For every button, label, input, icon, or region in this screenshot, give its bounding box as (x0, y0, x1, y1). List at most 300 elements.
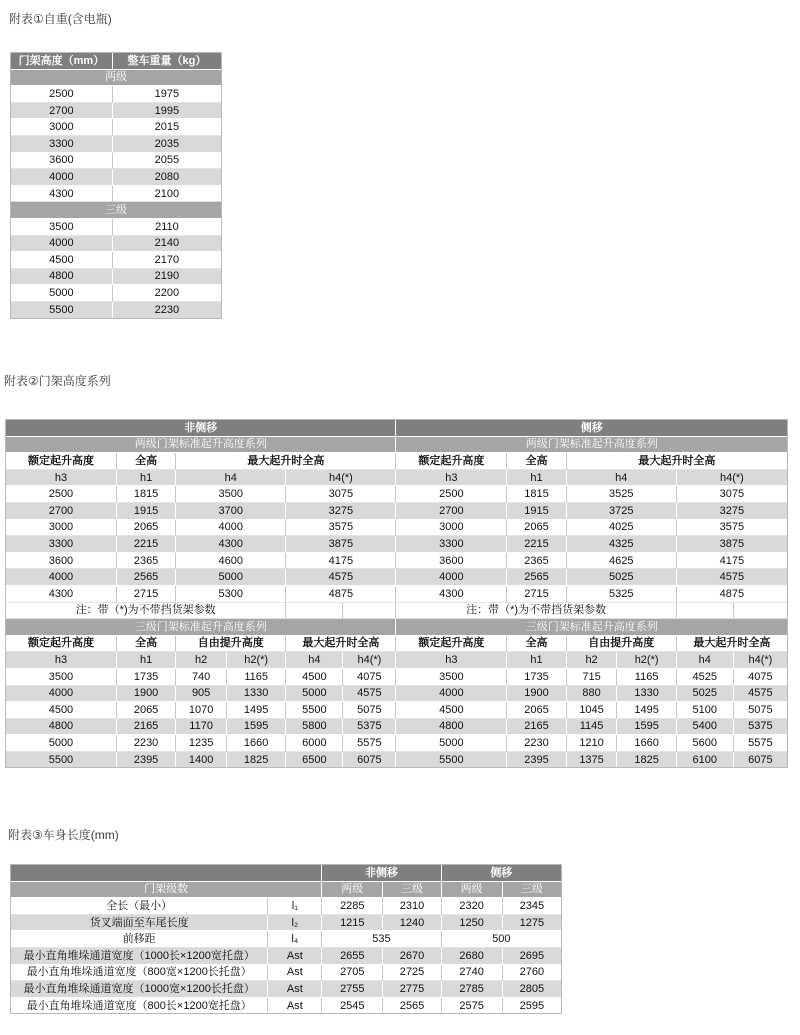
table-cell: 1275 (503, 915, 561, 932)
table-cell: 两级 (322, 882, 383, 899)
table-row (11, 965, 561, 982)
table-row (11, 186, 221, 203)
table-cell: 4175 (677, 553, 787, 570)
table-cell: 1495 (617, 702, 676, 719)
table-cell: 1070 (176, 702, 227, 719)
table-cell: h2(*) (617, 652, 676, 669)
table-cell: 2725 (383, 965, 441, 982)
table-cell: 2215 (117, 536, 176, 553)
table-cell: 侧移 (396, 420, 787, 437)
table-cell: 4500 (11, 252, 113, 269)
table-cell: 2655 (322, 948, 383, 965)
table-cell: 4875 (286, 586, 396, 603)
table-cell: 3300 (6, 536, 117, 553)
table-row (6, 486, 787, 503)
table-cell: 2230 (117, 735, 176, 752)
table-cell: 4575 (734, 686, 787, 703)
table2-container (5, 419, 788, 768)
table-cell: 4800 (11, 269, 113, 286)
table-cell: 4300 (6, 586, 117, 603)
table-cell: 2055 (113, 153, 221, 170)
table-cell: 最小直角堆垛通道宽度（1000长×1200宽托盘） (11, 948, 268, 965)
table2-title: 附表②门架高度系列 (4, 374, 111, 388)
table-cell: 880 (567, 686, 618, 703)
table-cell: 2080 (113, 169, 221, 186)
table-cell: 货叉端面至车尾长度 (11, 915, 268, 932)
table-cell: 1250 (442, 915, 503, 932)
table-cell: 1995 (113, 103, 221, 120)
table-cell: h1 (507, 470, 566, 487)
table-self-weight (10, 52, 222, 319)
table-cell: 2165 (117, 719, 176, 736)
table-cell: 4000 (11, 236, 113, 253)
table-cell: 3075 (677, 486, 787, 503)
table-cell: 3725 (567, 503, 677, 520)
table-cell (11, 865, 322, 882)
table-row (11, 136, 221, 153)
table-cell: h4 (567, 470, 677, 487)
table-cell: 2035 (113, 136, 221, 153)
table-cell: 5375 (734, 719, 787, 736)
table-cell: h2 (176, 652, 227, 669)
table-row (6, 752, 787, 768)
table-row (6, 553, 787, 570)
table-cell: 2165 (507, 719, 566, 736)
table-row (11, 285, 221, 302)
table-self-weight-body (11, 53, 221, 318)
table-cell: 5025 (567, 569, 677, 586)
table-cell: 2565 (117, 569, 176, 586)
table-cell: 2575 (442, 998, 503, 1014)
table-row (6, 719, 787, 736)
table-row (6, 536, 787, 553)
table-cell: 4575 (343, 686, 396, 703)
table-cell: 2320 (442, 898, 503, 915)
table-row (6, 437, 787, 454)
table-row (11, 86, 221, 103)
table-cell: 4000 (11, 169, 113, 186)
table-cell: 3600 (396, 553, 507, 570)
table-cell: h4(*) (734, 652, 787, 669)
table-cell: 1815 (117, 486, 176, 503)
table-cell: 5000 (6, 735, 117, 752)
table-cell: 1215 (322, 915, 383, 932)
table-cell: 最大起升时全高 (176, 453, 396, 470)
table-cell: h3 (396, 652, 507, 669)
table-cell: 1045 (567, 702, 618, 719)
table-cell: 2785 (442, 981, 503, 998)
table-cell: 最大起升时全高 (286, 636, 396, 653)
table-row (6, 586, 787, 603)
table-row (6, 520, 787, 537)
table-cell: 2065 (117, 520, 176, 537)
table-cell: 1915 (507, 503, 566, 520)
table-row (11, 53, 221, 70)
table-row (11, 948, 561, 965)
table-cell: 2670 (383, 948, 441, 965)
table-row (6, 702, 787, 719)
table-cell: 500 (442, 931, 561, 948)
table-cell: 5000 (11, 285, 113, 302)
table-cell: 6100 (677, 752, 734, 768)
table-cell: 1815 (507, 486, 566, 503)
table-cell: 额定起升高度 (396, 636, 507, 653)
table-row (11, 865, 561, 882)
table-cell: 1900 (117, 686, 176, 703)
table-cell: 三级 (11, 202, 221, 219)
table-cell: 两级门架标准起升高度系列 (6, 437, 396, 454)
table-cell: 2100 (113, 186, 221, 203)
table-cell: 5075 (343, 702, 396, 719)
table-row (11, 915, 561, 932)
table-row (6, 669, 787, 686)
table-cell: 5075 (734, 702, 787, 719)
table-cell: 3000 (6, 520, 117, 537)
table-cell: 3500 (176, 486, 286, 503)
table-cell: 3875 (286, 536, 396, 553)
table-cell: 4300 (176, 536, 286, 553)
table-cell: 3600 (6, 553, 117, 570)
table-cell (286, 603, 343, 620)
table-row (6, 470, 787, 487)
table-cell: h2(*) (227, 652, 286, 669)
table-cell: 3300 (396, 536, 507, 553)
table-cell: 3500 (11, 219, 113, 236)
table-cell: 全高 (507, 453, 566, 470)
table-row (6, 652, 787, 669)
table-cell: 2215 (507, 536, 566, 553)
table-cell (677, 603, 734, 620)
table-cell: 2285 (322, 898, 383, 915)
table-cell: 2740 (442, 965, 503, 982)
table-cell: 4800 (6, 719, 117, 736)
table-cell: 5300 (176, 586, 286, 603)
table-cell: 535 (322, 931, 441, 948)
table-cell: 自由提升高度 (567, 636, 677, 653)
table-cell: 三级 (383, 882, 441, 899)
table-cell: 5575 (343, 735, 396, 752)
table-cell: 3075 (286, 486, 396, 503)
table-cell: 1900 (507, 686, 566, 703)
table-cell: 1735 (117, 669, 176, 686)
table-row (11, 119, 221, 136)
table-cell: 最大起升时全高 (677, 636, 787, 653)
table-cell: 注：带（*)为不带挡货架参数 (6, 603, 286, 620)
table-cell: 2230 (113, 302, 221, 318)
table-cell: 2310 (383, 898, 441, 915)
table-cell: Ast (268, 965, 322, 982)
table-cell: 两级门架标准起升高度系列 (396, 437, 787, 454)
table-row (11, 931, 561, 948)
table-cell: h1 (117, 652, 176, 669)
table-cell: 5500 (11, 302, 113, 318)
table-cell: 最大起升时全高 (567, 453, 787, 470)
table-cell: 2700 (396, 503, 507, 520)
table-cell: 两级 (11, 70, 221, 87)
table-cell: 4000 (176, 520, 286, 537)
table-cell: 2110 (113, 219, 221, 236)
table-row (6, 569, 787, 586)
table-cell: 1495 (227, 702, 286, 719)
table-cell: 3600 (11, 153, 113, 170)
table-cell: 2755 (322, 981, 383, 998)
table-cell: h4 (286, 652, 343, 669)
table-cell: 1170 (176, 719, 227, 736)
table-cell: 非侧移 (322, 865, 441, 882)
table-cell: 1915 (117, 503, 176, 520)
table-cell: 6075 (734, 752, 787, 768)
table-cell: 2065 (117, 702, 176, 719)
table-row (11, 981, 561, 998)
table-cell: h4 (176, 470, 286, 487)
table-cell: 最小直角堆垛通道宽度（800宽×1200长托盘） (11, 965, 268, 982)
table-cell: 2695 (503, 948, 561, 965)
table-cell: 2345 (503, 898, 561, 915)
table-cell: 门架级数 (11, 882, 322, 899)
table-cell: 1375 (567, 752, 618, 768)
table-cell: 2565 (383, 998, 441, 1014)
table-cell: 2015 (113, 119, 221, 136)
table-row (11, 236, 221, 253)
table-row (11, 882, 561, 899)
table-cell: l₂ (268, 915, 322, 932)
table-cell: 4300 (396, 586, 507, 603)
table-cell: 740 (176, 669, 227, 686)
table-row (6, 420, 787, 437)
table-cell: 1165 (617, 669, 676, 686)
table-cell: 4575 (677, 569, 787, 586)
table-cell: 5400 (677, 719, 734, 736)
table-cell: 2700 (6, 503, 117, 520)
table-body-length (10, 864, 562, 1014)
table-cell: 4575 (286, 569, 396, 586)
table-cell: 4325 (567, 536, 677, 553)
table-cell: 2065 (507, 520, 566, 537)
table-cell: 注：带（*)为不带挡货架参数 (396, 603, 676, 620)
table-cell (343, 603, 396, 620)
table-row (11, 169, 221, 186)
table-cell: h3 (396, 470, 507, 487)
table-cell: 2705 (322, 965, 383, 982)
table-cell: 1400 (176, 752, 227, 768)
table-cell: 5500 (6, 752, 117, 768)
table-cell: 4300 (11, 186, 113, 203)
table-cell: 2680 (442, 948, 503, 965)
table-cell: 2760 (503, 965, 561, 982)
table-cell: 全高 (117, 636, 176, 653)
table-row (11, 103, 221, 120)
table-cell: 4500 (286, 669, 343, 686)
table-cell: 1330 (617, 686, 676, 703)
table-cell: h4(*) (343, 652, 396, 669)
table-cell: 2715 (117, 586, 176, 603)
table-cell: 6000 (286, 735, 343, 752)
table-cell: h1 (117, 470, 176, 487)
table-cell: 4075 (734, 669, 787, 686)
table-cell: 2715 (507, 586, 566, 603)
table3-title: 附表③车身长度(mm) (8, 828, 119, 842)
table-cell: Ast (268, 948, 322, 965)
table-cell: 4000 (6, 569, 117, 586)
table-row (11, 202, 221, 219)
table-cell: 2200 (113, 285, 221, 302)
table-cell: 5025 (677, 686, 734, 703)
table-row (6, 619, 787, 636)
table-cell: 三级 (503, 882, 561, 899)
table-cell: 1660 (227, 735, 286, 752)
table-cell: 5000 (286, 686, 343, 703)
table-cell: 5000 (396, 735, 507, 752)
table-row (11, 269, 221, 286)
table-row (11, 70, 221, 87)
table-row (6, 686, 787, 703)
table-cell: h3 (6, 652, 117, 669)
table-cell: 1330 (227, 686, 286, 703)
table-cell: 4525 (677, 669, 734, 686)
table-cell: h3 (6, 470, 117, 487)
table-cell: 3000 (396, 520, 507, 537)
table-cell: 三级门架标准起升高度系列 (6, 619, 396, 636)
table-cell: 5600 (677, 735, 734, 752)
table-cell: 5100 (677, 702, 734, 719)
table-cell: 额定起升高度 (6, 636, 117, 653)
table-cell: h4(*) (286, 470, 396, 487)
table-cell (734, 603, 787, 620)
table-cell: 3275 (677, 503, 787, 520)
table-cell: 2365 (117, 553, 176, 570)
table-cell: 4500 (396, 702, 507, 719)
table-cell: l₄ (268, 931, 322, 948)
table-cell: 3700 (176, 503, 286, 520)
table-cell: 6500 (286, 752, 343, 768)
table-cell: 最小直角堆垛通道宽度（1000宽×1200长托盘） (11, 981, 268, 998)
table-cell: 5500 (396, 752, 507, 768)
table-cell: 3575 (286, 520, 396, 537)
table-cell: 2065 (507, 702, 566, 719)
table-cell: 2365 (507, 553, 566, 570)
table-cell: 2395 (507, 752, 566, 768)
table-cell: Ast (268, 981, 322, 998)
table-cell: h1 (507, 652, 566, 669)
table-cell: 2500 (396, 486, 507, 503)
table-cell: 3575 (677, 520, 787, 537)
table-cell: 4000 (396, 569, 507, 586)
table-cell: h4(*) (677, 470, 787, 487)
table-cell: 最小直角堆垛通道宽度（800长×1200宽托盘） (11, 998, 268, 1014)
table-cell: 2500 (6, 486, 117, 503)
table-row (6, 503, 787, 520)
table-cell: Ast (268, 998, 322, 1014)
table-cell: 2545 (322, 998, 383, 1014)
table-cell: 1210 (567, 735, 618, 752)
table-row (11, 898, 561, 915)
table-cell: 2565 (507, 569, 566, 586)
table-row (6, 735, 787, 752)
table-cell: 非侧移 (6, 420, 396, 437)
table-cell: 4875 (677, 586, 787, 603)
table-cell: 全高 (117, 453, 176, 470)
table-cell: 6075 (343, 752, 396, 768)
table-cell: 2805 (503, 981, 561, 998)
table-cell: 1825 (617, 752, 676, 768)
table-cell: 715 (567, 669, 618, 686)
table-cell: 整车重量（kg） (113, 53, 221, 70)
table-cell: 全高 (507, 636, 566, 653)
table-row (6, 453, 787, 470)
table-cell: h4 (677, 652, 734, 669)
table-cell: 1660 (617, 735, 676, 752)
table-cell: 3300 (11, 136, 113, 153)
table-cell: 2595 (503, 998, 561, 1014)
table-cell: 2190 (113, 269, 221, 286)
table-cell: 5800 (286, 719, 343, 736)
table-cell: 两级 (442, 882, 503, 899)
table-cell: 1145 (567, 719, 618, 736)
table-cell: 3500 (396, 669, 507, 686)
table1-container (10, 52, 222, 319)
table-cell: 额定起升高度 (396, 453, 507, 470)
table-mast-height-series-body (6, 420, 787, 767)
table-cell: 905 (176, 686, 227, 703)
table-cell: 1735 (507, 669, 566, 686)
table1-title: 附表①自重(含电瓶) (9, 12, 112, 26)
table-cell: 4800 (396, 719, 507, 736)
table-cell: h2 (567, 652, 618, 669)
table-cell: 自由提升高度 (176, 636, 286, 653)
table-cell: 侧移 (442, 865, 561, 882)
table-cell: 2500 (11, 86, 113, 103)
table-row (11, 302, 221, 318)
table-mast-height-series (5, 419, 788, 768)
table-cell: 1595 (617, 719, 676, 736)
table-cell: 额定起升高度 (6, 453, 117, 470)
table-cell: 3875 (677, 536, 787, 553)
table-cell: 1975 (113, 86, 221, 103)
table-cell: 1165 (227, 669, 286, 686)
table3-container (10, 864, 562, 1014)
table-body-length-body (11, 865, 561, 1013)
table-cell: 4000 (396, 686, 507, 703)
table-cell: 3500 (6, 669, 117, 686)
table-row (11, 153, 221, 170)
table-cell: 1235 (176, 735, 227, 752)
table-cell: 5000 (176, 569, 286, 586)
table-row (11, 219, 221, 236)
table-row (11, 998, 561, 1014)
table-cell: 4025 (567, 520, 677, 537)
table-row (6, 636, 787, 653)
table-cell: 5500 (286, 702, 343, 719)
table-cell: 4500 (6, 702, 117, 719)
table-row (6, 603, 787, 620)
table-cell: 前移距 (11, 931, 268, 948)
table-cell: 2700 (11, 103, 113, 120)
table-cell: 1825 (227, 752, 286, 768)
table-cell: 5575 (734, 735, 787, 752)
table-cell: 2395 (117, 752, 176, 768)
table-cell: 4175 (286, 553, 396, 570)
table-cell: 4000 (6, 686, 117, 703)
table-cell: 4075 (343, 669, 396, 686)
table-cell: 4625 (567, 553, 677, 570)
table-cell: 3275 (286, 503, 396, 520)
table-cell: 全长（最小） (11, 898, 268, 915)
table-cell: 1240 (383, 915, 441, 932)
table-cell: 5325 (567, 586, 677, 603)
table-cell: 三级门架标准起升高度系列 (396, 619, 787, 636)
table-cell: 2230 (507, 735, 566, 752)
table-cell: 3000 (11, 119, 113, 136)
